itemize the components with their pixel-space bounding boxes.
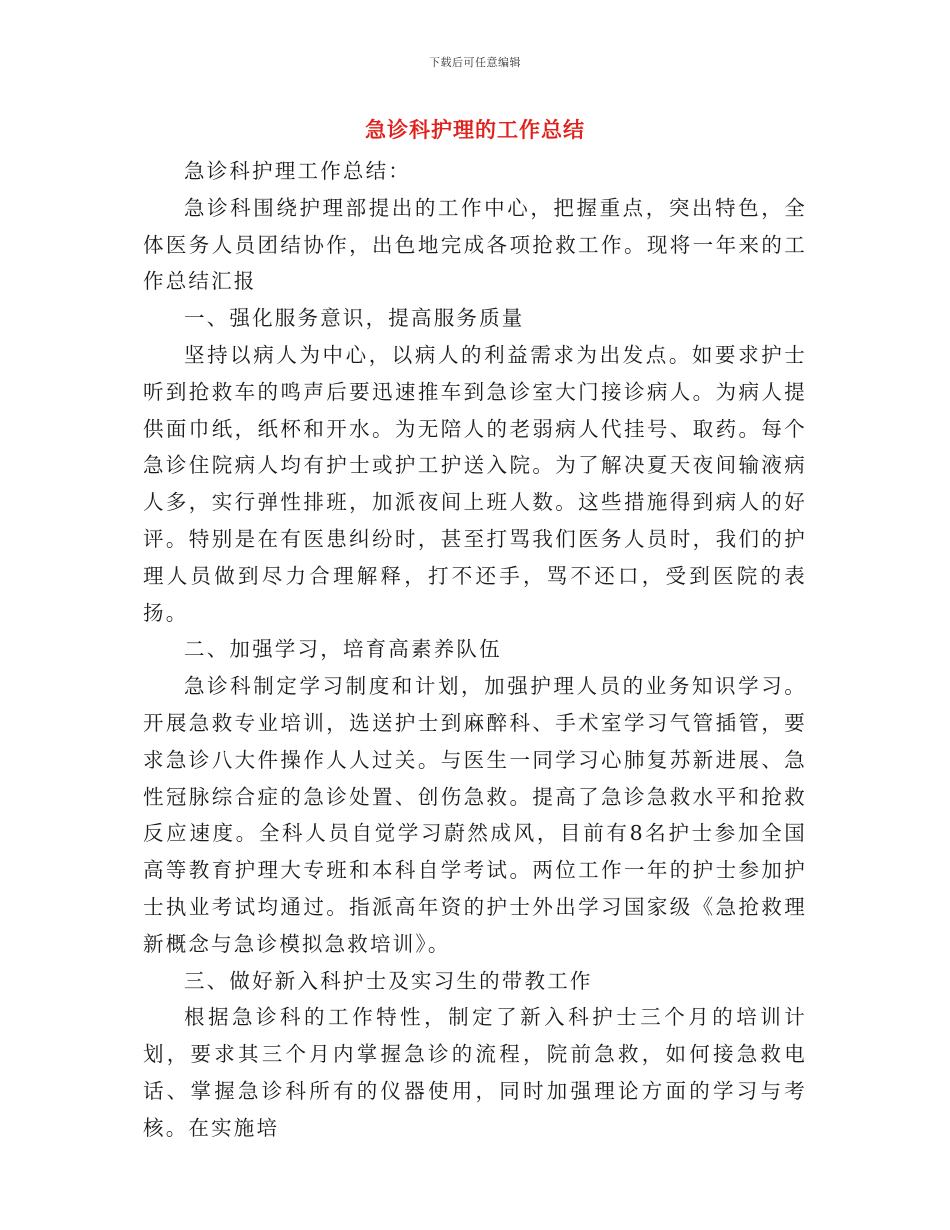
- section-paragraph-2: 急诊科制定学习制度和计划，加强护理人员的业务知识学习。开展急救专业培训，选送护士到麻醉科、手术室学习气管插管，要求急诊八大件操作人人过关。与医生一同学习心肺复苏新进展、急性冠脉综合症的急诊处置、创伤急救。提高了急诊急救水平和抢救反应速度。全科人员自觉学习蔚然成风，目前有8名护士参加全国高等教育护理大专班和本科自学考试。两位工作一年的护士参加护士执业考试均通过。指派高年资的护士外出学习国家级《急抢救理新概念与急诊模拟急救培训》。: [143, 674, 807, 956]
- section-paragraph-3: 根据急诊科的工作特性，制定了新入科护士三个月的培训计划，要求其三个月内掌握急诊的流程，院前急救，如何接急救电话、掌握急诊科所有的仪器使用，同时加强理论方面的学习与考核。在实施培: [143, 1005, 807, 1140]
- document-title: 急诊科护理的工作总结: [365, 117, 585, 142]
- document-body: [143, 153, 807, 1147]
- section-heading-2: 二、加强学习，培育高素养队伍: [184, 637, 502, 662]
- section-heading-1: 一、强化服务意识，提高服务质量: [184, 306, 525, 331]
- intro-line: 急诊科护理工作总结：: [184, 159, 411, 183]
- section-heading-3: 三、做好新入科护士及实习生的带教工作: [184, 968, 593, 993]
- section-paragraph-1: 坚持以病人为中心，以病人的利益需求为出发点。如要求护士听到抢救车的鸣声后要迅速推车到急诊室大门接诊病人。为病人提供面巾纸，纸杯和开水。为无陪人的老弱病人代挂号、取药。每个急诊住院病人均有护士或护工护送入院。为了解决夏天夜间输液病人多，实行弹性排班，加派夜间上班人数。这些措施得到病人的好评。特别是在有医患纠纷时，甚至打骂我们医务人员时，我们的护理人员做到尽力合理解释，打不还手，骂不还口，受到医院的表扬。: [143, 342, 807, 625]
- intro-paragraph: 急诊科围绕护理部提出的工作中心，把握重点，突出特色，全体医务人员团结协作，出色地完成各项抢救工作。现将一年来的工作总结汇报: [143, 195, 807, 294]
- page-header-note: 下载后可任意编辑: [429, 56, 521, 69]
